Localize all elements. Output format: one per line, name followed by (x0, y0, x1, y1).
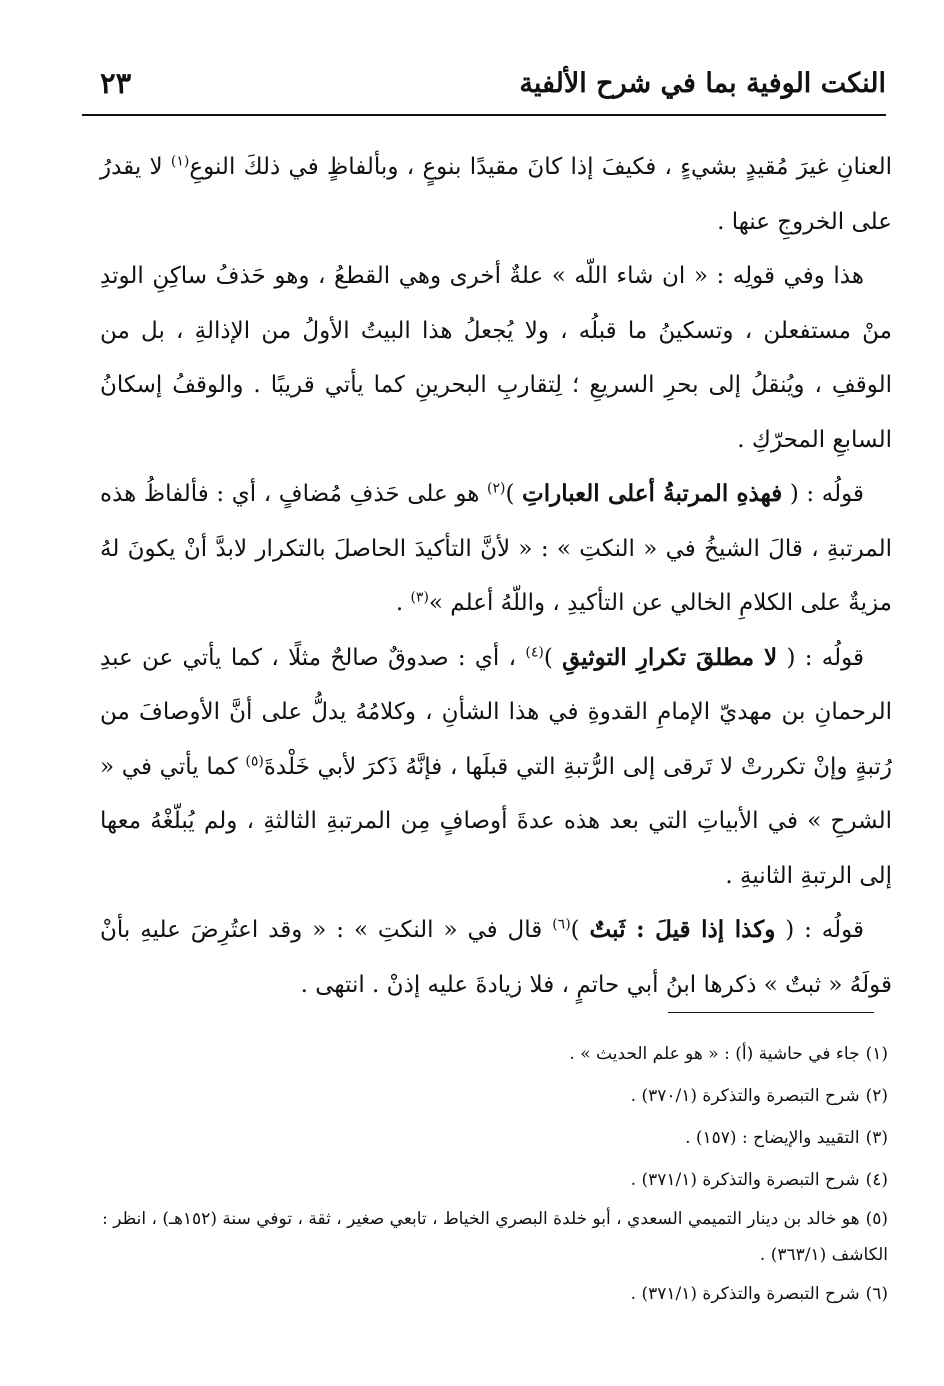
page-number: ٢٣ (100, 66, 132, 100)
footnote-ref: (٣) (410, 589, 429, 606)
paragraph (100, 903, 892, 1012)
text-segment: لا يقدرُ على الخروجِ عنها . (100, 154, 892, 235)
footnote-ref: (٦) (552, 916, 571, 933)
footnote-text: هو خالد بن دينار التميمي السعدي ، أبو خلدة البصري الخياط ، تابعي صغير ، ثقة ، توفي سنة (١٥٢هـ) ، انظر : الكاشف (٣٦٣/١) . (102, 1209, 888, 1265)
quoted-verse: وكذا إذا قيلَ : ثَبتٌ (589, 916, 776, 943)
footnote-ref: (٥) (245, 752, 264, 769)
text-segment: قولُه : ( (782, 481, 864, 507)
footnote-text: شرح التبصرة والتذكرة (٣٧٠/١) . (630, 1086, 860, 1106)
footnote (100, 1033, 888, 1075)
quoted-verse: فهذهِ المرتبةُ أعلى العباراتِ (522, 480, 783, 507)
footnote-number: (٢) (865, 1086, 888, 1106)
text-segment: ) (505, 481, 523, 507)
paragraph (100, 249, 892, 467)
footnote-number: (٥) (865, 1209, 888, 1229)
text-segment: كما يأتي في « الشرحِ » في الأبياتِ التي بعد هذه عدةَ أوصافٍ مِن المرتبةِ الثالثةِ ، ولم يُبلّغْهُ معها إلى الرتبةِ الثانيةِ . (100, 753, 892, 889)
text-segment: ) (543, 644, 563, 671)
footnote (100, 1117, 888, 1159)
running-header (82, 64, 886, 116)
footnote-separator (668, 1012, 874, 1013)
paragraph (100, 631, 892, 904)
book-title: النكت الوفية بما في شرح الألفية (519, 68, 886, 99)
text-segment: قولُه : ( (775, 917, 864, 943)
paragraph (100, 140, 892, 249)
footnote-number: (٦) (865, 1284, 888, 1304)
footnote (100, 1075, 888, 1117)
text-segment: هو على حَذفِ مُضافٍ ، أي : فألفاظُ هذه المرتبةِ ، قالَ الشيخُ في « النكتِ » : « لأنَّ التأكيدَ الحاصلَ بالتكرار لابدَّ أنْ يكونَ لهُ مزيةٌ على الكلامِ الخالي عن التأكيدِ ، واللّهُ أعلم » (100, 481, 892, 616)
text-segment: العنانِ غيرَ مُقيدٍ بشيءٍ ، فكيفَ إذا كانَ مقيدًا بنوعٍ ، وبألفاظٍ في ذلكَ النوعِ (189, 154, 892, 180)
main-text (100, 140, 892, 1012)
text-segment: . (395, 590, 411, 616)
footnote (100, 1201, 888, 1273)
footnote-text: التقييد والإيضاح : (١٥٧) . (685, 1128, 860, 1148)
text-segment: قال في « النكتِ » : « وقد اعتُرِضَ عليهِ بأنْ قولَهُ « ثبتٌ » ذكرها ابنُ أبي حاتمٍ ، فلا زيادةَ عليه إذنْ . انتهى . (100, 917, 892, 998)
footnote (100, 1273, 888, 1315)
footnote-number: (١) (865, 1044, 888, 1064)
footnote-text: شرح التبصرة والتذكرة (٣٧١/١) . (630, 1170, 860, 1190)
text-segment: ، أي : صدوقٌ صالحٌ مثلًا ، كما يأتي عن عبدِ الرحمانِ بن مهديّ الإمامِ القدوةِ في هذا الشأنِ ، وكلامُهُ يدلُّ على أنَّ الأوصافَ من رُتبةٍ وإنْ تكررتْ لا تَرقى إلى الرُّتبةِ التي قبلَها ، فإنَّهُ ذَكرَ لأبي خَلْدةَ (100, 644, 893, 780)
text-segment: ) (570, 917, 590, 943)
footnote (100, 1159, 888, 1201)
text-segment: قولُه : ( (777, 644, 865, 671)
text-segment: هذا وفي قولِه : « ان شاء اللّه » علةٌ أخرى وهي القطعُ ، وهو حَذفُ ساكِنِ الوتدِ منْ مستفعلن ، وتسكينُ ما قبلُه ، ولا يُجعلُ هذا البيتُ الأولُ من الإذالةِ ، بل من الوقفِ ، ويُنقلُ إلى بحرِ السريعِ ؛ لِتقاربِ البحرينِ كما يأتي قريبًا . والوقفُ إسكانُ السابعِ المحرّكِ . (100, 263, 892, 453)
footnote-text: جاء في حاشية (أ) : « هو علم الحديث » . (569, 1044, 860, 1064)
footnotes (100, 1033, 888, 1315)
footnote-ref: (٢) (486, 480, 506, 497)
paragraph (100, 467, 892, 631)
footnote-text: شرح التبصرة والتذكرة (٣٧١/١) . (630, 1284, 860, 1304)
footnote-number: (٣) (865, 1128, 888, 1148)
quoted-verse: لا مطلقَ تكرارِ التوثيقِ (562, 643, 778, 671)
footnote-number: (٤) (865, 1170, 888, 1190)
footnote-ref: (٤) (525, 643, 544, 660)
footnote-ref: (١) (170, 153, 190, 170)
